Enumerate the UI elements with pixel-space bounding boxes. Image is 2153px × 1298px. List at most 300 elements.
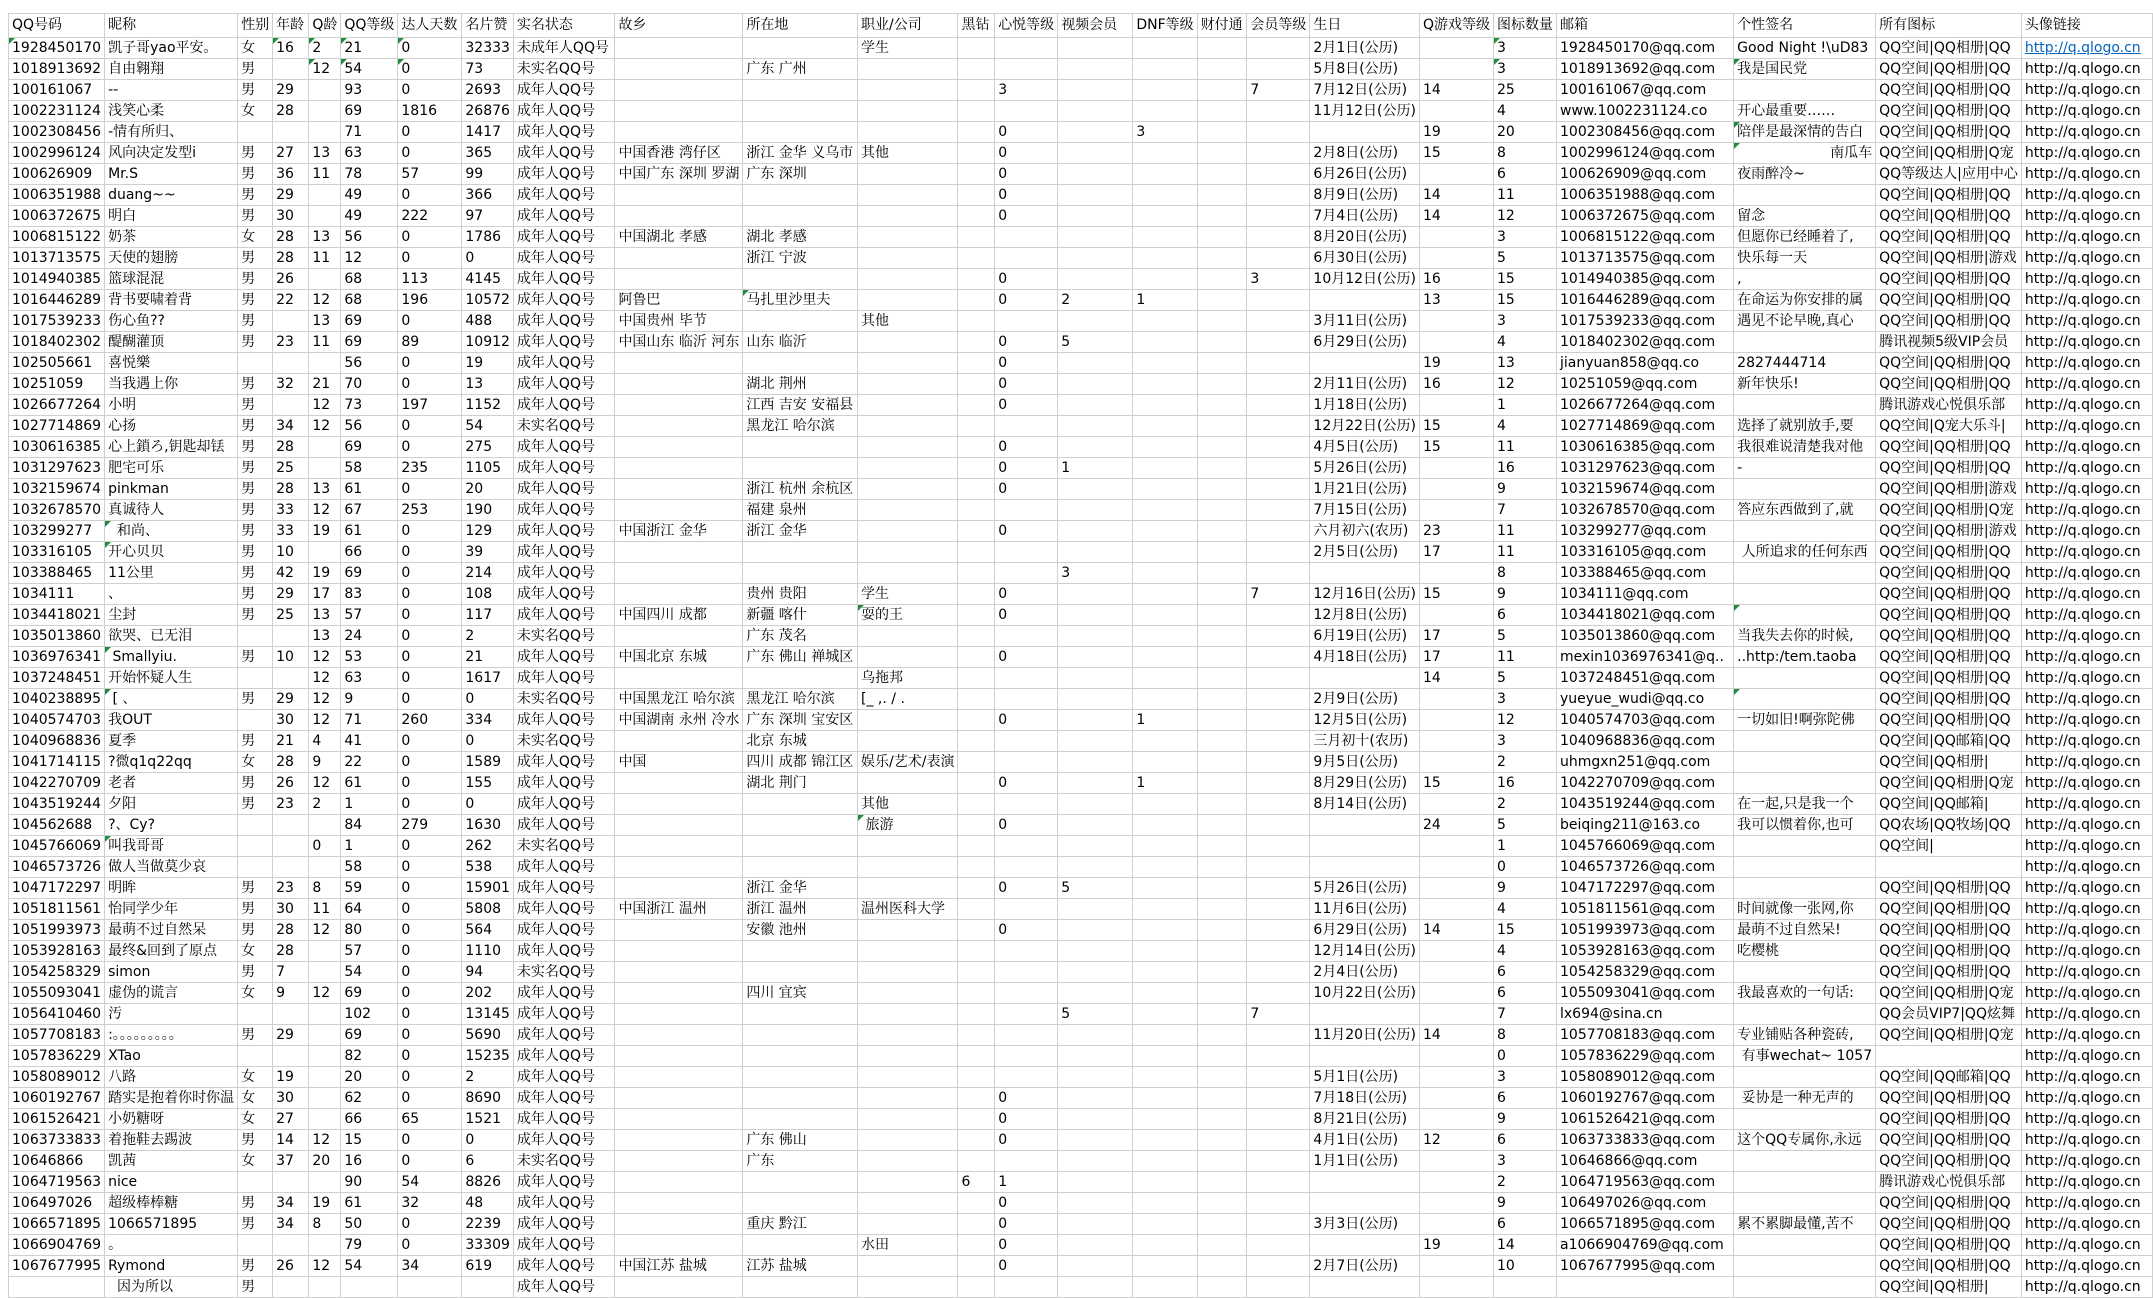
cell-dnf[interactable] bbox=[1133, 458, 1197, 479]
cell-daren[interactable]: 32 bbox=[398, 1193, 462, 1214]
cell-nick[interactable]: pinkman bbox=[105, 479, 238, 500]
cell-mem[interactable] bbox=[1247, 206, 1310, 227]
cell-likes[interactable]: 129 bbox=[462, 521, 514, 542]
cell-hz[interactable] bbox=[958, 899, 995, 920]
cell-vid[interactable] bbox=[1058, 143, 1133, 164]
cell-age[interactable]: 29 bbox=[273, 689, 309, 710]
cell-qg[interactable] bbox=[1419, 941, 1493, 962]
cell-mem[interactable] bbox=[1247, 1214, 1310, 1235]
avatar-link-cell[interactable]: http://q.qlogo.cn bbox=[2021, 647, 2152, 668]
cell-job[interactable] bbox=[858, 290, 958, 311]
cell-likes[interactable]: 5808 bbox=[462, 899, 514, 920]
cell-mem[interactable] bbox=[1247, 1151, 1310, 1172]
cell-qage[interactable]: 12 bbox=[309, 500, 341, 521]
cell-qq[interactable]: 1067677995 bbox=[9, 1256, 105, 1277]
cell-qage[interactable]: 9 bbox=[309, 752, 341, 773]
cell-bday[interactable]: 1月21日(公历) bbox=[1310, 479, 1420, 500]
cell-mem[interactable] bbox=[1247, 416, 1310, 437]
cell-ico[interactable]: QQ空间|QQ相册|游戏 bbox=[1876, 479, 2022, 500]
cell-hz[interactable] bbox=[958, 353, 995, 374]
cell-xy[interactable]: 0 bbox=[995, 605, 1058, 626]
cell-hz[interactable] bbox=[958, 101, 995, 122]
cell-likes[interactable]: 94 bbox=[462, 962, 514, 983]
cell-xy[interactable] bbox=[995, 731, 1058, 752]
cell-age[interactable]: 30 bbox=[273, 710, 309, 731]
cell-vid[interactable] bbox=[1058, 962, 1133, 983]
cell-qq[interactable]: 1046573726 bbox=[9, 857, 105, 878]
cell-qg[interactable]: 17 bbox=[1419, 542, 1493, 563]
cell-mem[interactable] bbox=[1247, 1193, 1310, 1214]
cell-ico[interactable]: QQ空间|QQ相册|QQ bbox=[1876, 1109, 2022, 1130]
cell-sex[interactable]: 女 bbox=[238, 227, 273, 248]
cell-sig[interactable]: 我是国民党 bbox=[1734, 59, 1876, 80]
column-header-icn[interactable]: 图标数量 bbox=[1494, 14, 1557, 38]
cell-nick[interactable]: 怡同学少年 bbox=[105, 899, 238, 920]
cell-mail[interactable]: 1017539233@qq.com bbox=[1557, 311, 1734, 332]
cell-xy[interactable] bbox=[995, 668, 1058, 689]
cell-icn[interactable]: 6 bbox=[1494, 1214, 1557, 1235]
avatar-link-cell[interactable]: http://q.qlogo.cn bbox=[2021, 458, 2152, 479]
cell-nick[interactable]: ?微q1q22qq bbox=[105, 752, 238, 773]
cell-dnf[interactable] bbox=[1133, 878, 1197, 899]
cell-loc[interactable] bbox=[743, 1193, 858, 1214]
cell-home[interactable] bbox=[615, 416, 743, 437]
cell-age[interactable]: 28 bbox=[273, 941, 309, 962]
cell-daren[interactable]: 0 bbox=[398, 416, 462, 437]
cell-mail[interactable]: 1064719563@qq.com bbox=[1557, 1172, 1734, 1193]
cell-vid[interactable] bbox=[1058, 1109, 1133, 1130]
cell-ico[interactable]: QQ空间|QQ邮箱|QQ bbox=[1876, 1067, 2022, 1088]
cell-lvl[interactable]: 53 bbox=[341, 647, 398, 668]
cell-ico[interactable]: QQ空间|QQ相册|QQ bbox=[1876, 542, 2022, 563]
cell-qage[interactable] bbox=[309, 1109, 341, 1130]
cell-vid[interactable] bbox=[1058, 752, 1133, 773]
cell-real[interactable]: 成年人QQ号 bbox=[513, 773, 615, 794]
cell-ico[interactable]: QQ空间|QQ相册|QQ bbox=[1876, 1235, 2022, 1256]
cell-icn[interactable]: 11 bbox=[1494, 521, 1557, 542]
cell-real[interactable]: 成年人QQ号 bbox=[513, 227, 615, 248]
cell-sex[interactable]: 男 bbox=[238, 80, 273, 101]
cell-bday[interactable] bbox=[1310, 122, 1420, 143]
cell-age[interactable]: 26 bbox=[273, 269, 309, 290]
cell-age[interactable] bbox=[273, 815, 309, 836]
cell-bday[interactable]: 2月11日(公历) bbox=[1310, 374, 1420, 395]
cell-mem[interactable] bbox=[1247, 878, 1310, 899]
cell-sex[interactable] bbox=[238, 668, 273, 689]
cell-cft[interactable] bbox=[1197, 122, 1247, 143]
cell-qq[interactable]: 1058089012 bbox=[9, 1067, 105, 1088]
cell-age[interactable]: 28 bbox=[273, 437, 309, 458]
cell-qg[interactable] bbox=[1419, 983, 1493, 1004]
avatar-link-cell[interactable]: http://q.qlogo.cn bbox=[2021, 521, 2152, 542]
avatar-link-cell[interactable]: http://q.qlogo.cn bbox=[2021, 479, 2152, 500]
cell-dnf[interactable] bbox=[1133, 941, 1197, 962]
cell-qq[interactable]: 100626909 bbox=[9, 164, 105, 185]
cell-sex[interactable] bbox=[238, 836, 273, 857]
cell-icn[interactable]: 0 bbox=[1494, 1046, 1557, 1067]
cell-hz[interactable] bbox=[958, 1109, 995, 1130]
cell-vid[interactable] bbox=[1058, 437, 1133, 458]
cell-qg[interactable]: 15 bbox=[1419, 416, 1493, 437]
cell-dnf[interactable] bbox=[1133, 1004, 1197, 1025]
cell-ico[interactable]: QQ空间|QQ相册|QQ bbox=[1876, 689, 2022, 710]
avatar-link-cell[interactable]: http://q.qlogo.cn bbox=[2021, 962, 2152, 983]
cell-vid[interactable] bbox=[1058, 1214, 1133, 1235]
cell-qq[interactable]: 1002996124 bbox=[9, 143, 105, 164]
cell-dnf[interactable] bbox=[1133, 899, 1197, 920]
cell-nick[interactable]: 小奶糖呀 bbox=[105, 1109, 238, 1130]
cell-job[interactable]: 其他 bbox=[858, 143, 958, 164]
cell-home[interactable] bbox=[615, 1235, 743, 1256]
avatar-link-cell[interactable]: http://q.qlogo.cn bbox=[2021, 1256, 2152, 1277]
cell-age[interactable]: 29 bbox=[273, 185, 309, 206]
cell-bday[interactable]: 6月29日(公历) bbox=[1310, 920, 1420, 941]
cell-daren[interactable]: 0 bbox=[398, 752, 462, 773]
cell-likes[interactable]: 0 bbox=[462, 1130, 514, 1151]
avatar-link-cell[interactable]: http://q.qlogo.cn bbox=[2021, 584, 2152, 605]
cell-mail[interactable]: beiqing211@163.co bbox=[1557, 815, 1734, 836]
cell-real[interactable]: 成年人QQ号 bbox=[513, 752, 615, 773]
cell-dnf[interactable] bbox=[1133, 248, 1197, 269]
cell-age[interactable]: 30 bbox=[273, 899, 309, 920]
cell-mem[interactable] bbox=[1247, 122, 1310, 143]
cell-qage[interactable]: 12 bbox=[309, 290, 341, 311]
cell-bday[interactable] bbox=[1310, 290, 1420, 311]
cell-job[interactable] bbox=[858, 983, 958, 1004]
cell-mem[interactable] bbox=[1247, 1277, 1310, 1298]
cell-job[interactable]: 学生 bbox=[858, 38, 958, 59]
cell-age[interactable]: 28 bbox=[273, 248, 309, 269]
cell-qg[interactable]: 13 bbox=[1419, 290, 1493, 311]
cell-loc[interactable] bbox=[743, 668, 858, 689]
cell-home[interactable] bbox=[615, 80, 743, 101]
cell-sex[interactable] bbox=[238, 1046, 273, 1067]
avatar-link-cell[interactable]: http://q.qlogo.cn bbox=[2021, 269, 2152, 290]
cell-qage[interactable] bbox=[309, 1235, 341, 1256]
cell-icn[interactable]: 16 bbox=[1494, 458, 1557, 479]
cell-qage[interactable]: 2 bbox=[309, 794, 341, 815]
cell-ico[interactable]: QQ空间|QQ相册|QQ bbox=[1876, 899, 2022, 920]
cell-lvl[interactable]: 73 bbox=[341, 395, 398, 416]
cell-icn[interactable]: 10 bbox=[1494, 1256, 1557, 1277]
cell-loc[interactable] bbox=[743, 185, 858, 206]
avatar-link-cell[interactable]: http://q.qlogo.cn bbox=[2021, 1235, 2152, 1256]
cell-xy[interactable]: 0 bbox=[995, 647, 1058, 668]
cell-bday[interactable]: 2月7日(公历) bbox=[1310, 1256, 1420, 1277]
cell-ico[interactable] bbox=[1876, 857, 2022, 878]
cell-xy[interactable] bbox=[995, 1025, 1058, 1046]
cell-vid[interactable] bbox=[1058, 1067, 1133, 1088]
cell-xy[interactable] bbox=[995, 311, 1058, 332]
cell-loc[interactable] bbox=[743, 1088, 858, 1109]
cell-nick[interactable]: 篮球混混 bbox=[105, 269, 238, 290]
avatar-link-cell[interactable]: http://q.qlogo.cn bbox=[2021, 143, 2152, 164]
cell-sex[interactable]: 女 bbox=[238, 101, 273, 122]
cell-daren[interactable]: 65 bbox=[398, 1109, 462, 1130]
cell-job[interactable] bbox=[858, 80, 958, 101]
cell-mem[interactable]: 7 bbox=[1247, 80, 1310, 101]
cell-qq[interactable]: 1066904769 bbox=[9, 1235, 105, 1256]
avatar-link-cell[interactable]: http://q.qlogo.cn bbox=[2021, 101, 2152, 122]
cell-loc[interactable] bbox=[743, 101, 858, 122]
cell-qg[interactable]: 16 bbox=[1419, 374, 1493, 395]
cell-mail[interactable]: jianyuan858@qq.co bbox=[1557, 353, 1734, 374]
cell-nick[interactable]: 汚 bbox=[105, 1004, 238, 1025]
cell-loc[interactable]: 江苏 盐城 bbox=[743, 1256, 858, 1277]
cell-real[interactable]: 未实名QQ号 bbox=[513, 1151, 615, 1172]
cell-daren[interactable]: 0 bbox=[398, 899, 462, 920]
cell-likes[interactable]: 2693 bbox=[462, 80, 514, 101]
cell-bday[interactable]: 10月22日(公历) bbox=[1310, 983, 1420, 1004]
cell-loc[interactable] bbox=[743, 1109, 858, 1130]
avatar-link-cell[interactable]: http://q.qlogo.cn bbox=[2021, 1046, 2152, 1067]
cell-lvl[interactable]: 102 bbox=[341, 1004, 398, 1025]
cell-likes[interactable]: 1630 bbox=[462, 815, 514, 836]
cell-mem[interactable] bbox=[1247, 353, 1310, 374]
cell-mem[interactable] bbox=[1247, 437, 1310, 458]
cell-job[interactable] bbox=[858, 395, 958, 416]
avatar-link-cell[interactable]: http://q.qlogo.cn bbox=[2021, 752, 2152, 773]
cell-vid[interactable] bbox=[1058, 1256, 1133, 1277]
cell-job[interactable] bbox=[858, 731, 958, 752]
cell-likes[interactable]: 262 bbox=[462, 836, 514, 857]
cell-home[interactable]: 中国黑龙江 哈尔滨 bbox=[615, 689, 743, 710]
column-header-job[interactable]: 职业/公司 bbox=[858, 14, 958, 38]
cell-icn[interactable]: 9 bbox=[1494, 479, 1557, 500]
cell-icn[interactable]: 4 bbox=[1494, 941, 1557, 962]
cell-mem[interactable] bbox=[1247, 1025, 1310, 1046]
cell-cft[interactable] bbox=[1197, 563, 1247, 584]
cell-sex[interactable]: 男 bbox=[238, 521, 273, 542]
cell-hz[interactable] bbox=[958, 395, 995, 416]
cell-job[interactable] bbox=[858, 269, 958, 290]
cell-hz[interactable] bbox=[958, 1256, 995, 1277]
cell-daren[interactable]: 0 bbox=[398, 521, 462, 542]
cell-icn[interactable]: 7 bbox=[1494, 500, 1557, 521]
cell-qage[interactable]: 13 bbox=[309, 605, 341, 626]
cell-xy[interactable] bbox=[995, 857, 1058, 878]
cell-likes[interactable]: 73 bbox=[462, 59, 514, 80]
cell-cft[interactable] bbox=[1197, 815, 1247, 836]
cell-loc[interactable]: 福建 泉州 bbox=[743, 500, 858, 521]
cell-cft[interactable] bbox=[1197, 479, 1247, 500]
cell-job[interactable] bbox=[858, 374, 958, 395]
avatar-link-cell[interactable]: http://q.qlogo.cn bbox=[2021, 290, 2152, 311]
cell-lvl[interactable]: 80 bbox=[341, 920, 398, 941]
cell-sex[interactable]: 女 bbox=[238, 983, 273, 1004]
cell-job[interactable] bbox=[858, 920, 958, 941]
avatar-link-cell[interactable]: http://q.qlogo.cn bbox=[2021, 206, 2152, 227]
cell-age[interactable] bbox=[273, 353, 309, 374]
cell-ico[interactable]: QQ空间|QQ邮箱|QQ bbox=[1876, 731, 2022, 752]
avatar-link-cell[interactable]: http://q.qlogo.cn bbox=[2021, 731, 2152, 752]
cell-loc[interactable]: 浙江 金华 bbox=[743, 521, 858, 542]
cell-vid[interactable] bbox=[1058, 80, 1133, 101]
cell-home[interactable] bbox=[615, 248, 743, 269]
cell-hz[interactable] bbox=[958, 1214, 995, 1235]
column-header-sig[interactable]: 个性签名 bbox=[1734, 14, 1876, 38]
cell-mem[interactable] bbox=[1247, 185, 1310, 206]
cell-bday[interactable]: 7月18日(公历) bbox=[1310, 1088, 1420, 1109]
cell-real[interactable]: 未成年人QQ号 bbox=[513, 38, 615, 59]
cell-cft[interactable] bbox=[1197, 605, 1247, 626]
cell-qage[interactable] bbox=[309, 101, 341, 122]
cell-job[interactable] bbox=[858, 1277, 958, 1298]
cell-qq[interactable]: 1051993973 bbox=[9, 920, 105, 941]
cell-icn[interactable]: 3 bbox=[1494, 311, 1557, 332]
cell-qg[interactable]: 17 bbox=[1419, 647, 1493, 668]
cell-mem[interactable] bbox=[1247, 836, 1310, 857]
cell-sex[interactable]: 男 bbox=[238, 59, 273, 80]
cell-loc[interactable]: 重庆 黔江 bbox=[743, 1214, 858, 1235]
cell-qage[interactable]: 19 bbox=[309, 563, 341, 584]
cell-sex[interactable]: 男 bbox=[238, 878, 273, 899]
cell-dnf[interactable] bbox=[1133, 38, 1197, 59]
cell-hz[interactable] bbox=[958, 437, 995, 458]
cell-qq[interactable]: 1057708183 bbox=[9, 1025, 105, 1046]
cell-ico[interactable]: QQ空间|QQ相册|QQ bbox=[1876, 1130, 2022, 1151]
cell-lvl[interactable]: 49 bbox=[341, 206, 398, 227]
cell-sex[interactable]: 男 bbox=[238, 584, 273, 605]
cell-likes[interactable]: 13145 bbox=[462, 1004, 514, 1025]
cell-cft[interactable] bbox=[1197, 1004, 1247, 1025]
cell-sex[interactable]: 男 bbox=[238, 185, 273, 206]
cell-vid[interactable] bbox=[1058, 857, 1133, 878]
cell-hz[interactable] bbox=[958, 815, 995, 836]
cell-vid[interactable] bbox=[1058, 668, 1133, 689]
avatar-link-cell[interactable]: http://q.qlogo.cn bbox=[2021, 416, 2152, 437]
cell-age[interactable]: 34 bbox=[273, 1193, 309, 1214]
cell-age[interactable]: 28 bbox=[273, 227, 309, 248]
cell-qq[interactable]: 10646866 bbox=[9, 1151, 105, 1172]
cell-qg[interactable]: 19 bbox=[1419, 1235, 1493, 1256]
cell-icn[interactable]: 8 bbox=[1494, 1025, 1557, 1046]
cell-dnf[interactable] bbox=[1133, 332, 1197, 353]
cell-ico[interactable]: QQ空间|QQ相册|QQ bbox=[1876, 38, 2022, 59]
cell-mail[interactable]: 1066571895@qq.com bbox=[1557, 1214, 1734, 1235]
cell-xy[interactable]: 1 bbox=[995, 1172, 1058, 1193]
cell-ico[interactable]: QQ空间|QQ相册|Q宠 bbox=[1876, 1025, 2022, 1046]
cell-home[interactable] bbox=[615, 458, 743, 479]
cell-xy[interactable] bbox=[995, 38, 1058, 59]
cell-xy[interactable]: 0 bbox=[995, 290, 1058, 311]
cell-sig[interactable] bbox=[1734, 962, 1876, 983]
cell-dnf[interactable] bbox=[1133, 185, 1197, 206]
cell-age[interactable]: 28 bbox=[273, 920, 309, 941]
cell-hz[interactable] bbox=[958, 941, 995, 962]
cell-qq[interactable]: 1018402302 bbox=[9, 332, 105, 353]
cell-job[interactable]: 娱乐/艺术/表演 bbox=[858, 752, 958, 773]
cell-lvl[interactable]: 69 bbox=[341, 101, 398, 122]
cell-mail[interactable]: 1034418021@qq.com bbox=[1557, 605, 1734, 626]
cell-sig[interactable]: 在一起,只是我一个 bbox=[1734, 794, 1876, 815]
cell-dnf[interactable] bbox=[1133, 1067, 1197, 1088]
cell-dnf[interactable] bbox=[1133, 542, 1197, 563]
cell-bday[interactable] bbox=[1310, 1046, 1420, 1067]
avatar-link-cell[interactable]: http://q.qlogo.cn bbox=[2021, 437, 2152, 458]
cell-ico[interactable]: QQ空间|QQ相册| bbox=[1876, 752, 2022, 773]
cell-sex[interactable] bbox=[238, 353, 273, 374]
cell-qage[interactable] bbox=[309, 1004, 341, 1025]
cell-qg[interactable] bbox=[1419, 1256, 1493, 1277]
cell-mem[interactable] bbox=[1247, 374, 1310, 395]
cell-home[interactable] bbox=[615, 395, 743, 416]
avatar-link-cell[interactable]: http://q.qlogo.cn bbox=[2021, 1004, 2152, 1025]
cell-qg[interactable] bbox=[1419, 248, 1493, 269]
cell-qg[interactable]: 24 bbox=[1419, 815, 1493, 836]
cell-likes[interactable]: 97 bbox=[462, 206, 514, 227]
cell-job[interactable] bbox=[858, 164, 958, 185]
cell-age[interactable]: 34 bbox=[273, 416, 309, 437]
cell-lvl[interactable]: 50 bbox=[341, 1214, 398, 1235]
cell-sex[interactable] bbox=[238, 710, 273, 731]
cell-bday[interactable] bbox=[1310, 815, 1420, 836]
cell-cft[interactable] bbox=[1197, 206, 1247, 227]
cell-sig[interactable]: 开心最重要…… bbox=[1734, 101, 1876, 122]
cell-dnf[interactable] bbox=[1133, 1109, 1197, 1130]
cell-nick[interactable]: 肥宅可乐 bbox=[105, 458, 238, 479]
cell-ico[interactable]: QQ空间|QQ相册|QQ bbox=[1876, 626, 2022, 647]
cell-ico[interactable]: QQ空间|QQ相册|QQ bbox=[1876, 1088, 2022, 1109]
cell-cft[interactable] bbox=[1197, 794, 1247, 815]
cell-mem[interactable] bbox=[1247, 941, 1310, 962]
cell-cft[interactable] bbox=[1197, 941, 1247, 962]
cell-icn[interactable]: 6 bbox=[1494, 605, 1557, 626]
cell-job[interactable] bbox=[858, 416, 958, 437]
cell-icn[interactable]: 6 bbox=[1494, 962, 1557, 983]
cell-likes[interactable]: 2 bbox=[462, 1067, 514, 1088]
cell-qage[interactable] bbox=[309, 1025, 341, 1046]
cell-hz[interactable] bbox=[958, 878, 995, 899]
cell-age[interactable] bbox=[273, 836, 309, 857]
cell-daren[interactable]: 1816 bbox=[398, 101, 462, 122]
cell-qg[interactable] bbox=[1419, 1109, 1493, 1130]
cell-ico[interactable]: QQ空间|QQ相册|QQ bbox=[1876, 353, 2022, 374]
cell-qage[interactable]: 12 bbox=[309, 710, 341, 731]
cell-nick[interactable]: ?、Cy? bbox=[105, 815, 238, 836]
cell-nick[interactable]: 叫我哥哥 bbox=[105, 836, 238, 857]
cell-lvl[interactable]: 58 bbox=[341, 458, 398, 479]
cell-sig[interactable]: 妥协是一种无声的 bbox=[1734, 1088, 1876, 1109]
cell-daren[interactable]: 0 bbox=[398, 920, 462, 941]
cell-icn[interactable] bbox=[1494, 1277, 1557, 1298]
cell-qage[interactable] bbox=[309, 1046, 341, 1067]
cell-lvl[interactable]: 58 bbox=[341, 857, 398, 878]
cell-hz[interactable] bbox=[958, 794, 995, 815]
cell-ico[interactable]: QQ空间|QQ相册|QQ bbox=[1876, 647, 2022, 668]
cell-real[interactable]: 成年人QQ号 bbox=[513, 143, 615, 164]
cell-real[interactable]: 成年人QQ号 bbox=[513, 857, 615, 878]
cell-qage[interactable]: 8 bbox=[309, 878, 341, 899]
cell-hz[interactable] bbox=[958, 1067, 995, 1088]
cell-cft[interactable] bbox=[1197, 353, 1247, 374]
cell-bday[interactable] bbox=[1310, 353, 1420, 374]
cell-sig[interactable] bbox=[1734, 836, 1876, 857]
cell-icn[interactable]: 7 bbox=[1494, 1004, 1557, 1025]
avatar-link-cell[interactable]: http://q.qlogo.cn bbox=[2021, 311, 2152, 332]
cell-home[interactable]: 中国山东 临沂 河东 bbox=[615, 332, 743, 353]
cell-qage[interactable]: 11 bbox=[309, 899, 341, 920]
cell-loc[interactable] bbox=[743, 38, 858, 59]
cell-home[interactable] bbox=[615, 878, 743, 899]
cell-real[interactable]: 成年人QQ号 bbox=[513, 521, 615, 542]
cell-vid[interactable] bbox=[1058, 1151, 1133, 1172]
cell-sex[interactable] bbox=[238, 1004, 273, 1025]
cell-age[interactable]: 14 bbox=[273, 1130, 309, 1151]
cell-age[interactable]: 26 bbox=[273, 1256, 309, 1277]
cell-loc[interactable] bbox=[743, 563, 858, 584]
cell-icn[interactable]: 3 bbox=[1494, 689, 1557, 710]
